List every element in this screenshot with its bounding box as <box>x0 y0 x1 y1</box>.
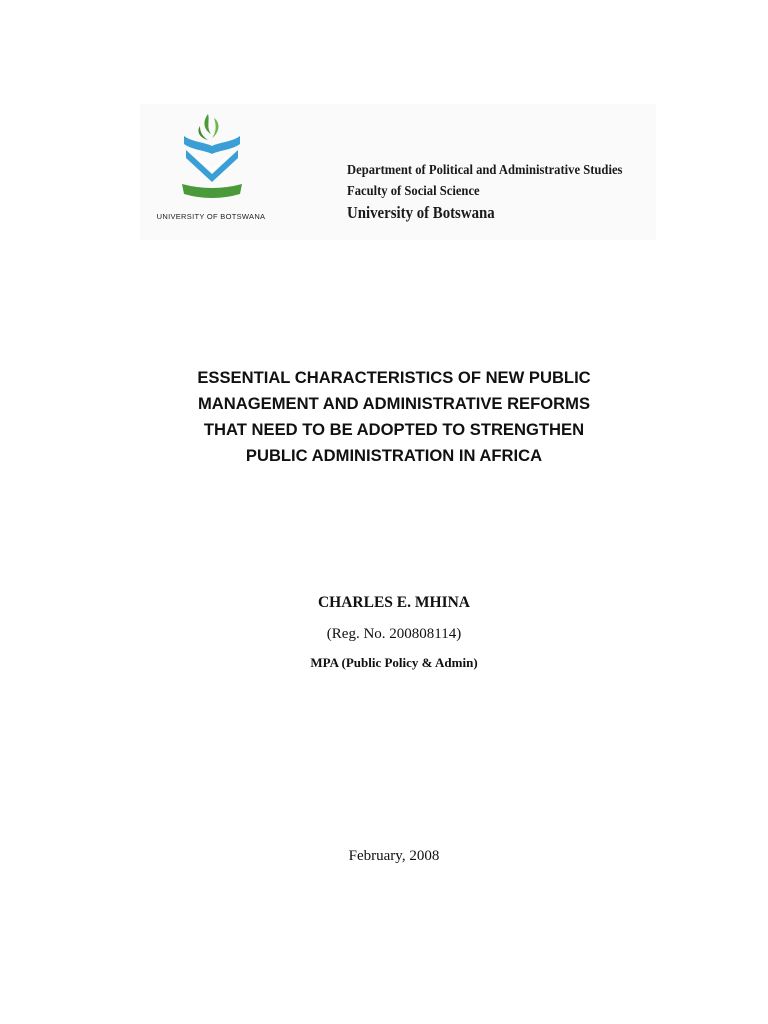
submission-date: February, 2008 <box>348 848 440 864</box>
document-title <box>150 365 638 469</box>
author-name: CHARLES E. MHINA <box>317 594 470 611</box>
letterhead-text <box>347 160 657 224</box>
degree-program: MPA (Public Policy & Admin) <box>310 655 478 670</box>
faculty-name: Faculty of Social Science <box>347 184 480 199</box>
registration-number: (Reg. No. 200808114) <box>326 626 462 642</box>
title-line: THAT NEED TO BE ADOPTED TO STRENGTHEN <box>203 420 585 439</box>
department-name: Department of Political and Administrative Studies <box>347 163 623 178</box>
title-line: MANAGEMENT AND ADMINISTRATIVE REFORMS <box>197 394 591 413</box>
title-line: PUBLIC ADMINISTRATION IN AFRICA <box>245 446 543 465</box>
university-name: University of Botswana <box>347 203 495 222</box>
logo-caption: UNIVERSITY OF BOTSWANA <box>156 212 266 221</box>
title-line: ESSENTIAL CHARACTERISTICS OF NEW PUBLIC <box>197 368 591 387</box>
university-crest-logo <box>178 112 246 200</box>
